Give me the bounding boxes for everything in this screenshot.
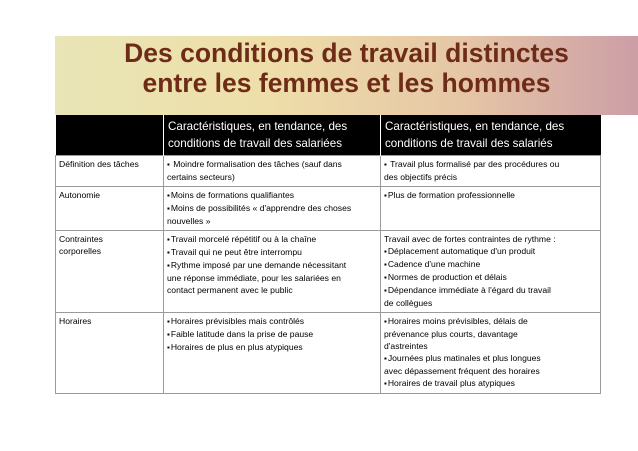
men-cell <box>381 313 601 394</box>
bullet-item: ▪ Horaires de travail plus atypiques <box>384 377 597 390</box>
bullet-item: ▪ Travail qui ne peut être interrompu <box>167 246 377 259</box>
comparison-table <box>55 115 601 394</box>
header-women-line-1: Caractéristiques, en tendance, des <box>168 120 348 133</box>
bullet-item: ▪ Travail plus formalisé par des procédures ou <box>384 158 597 171</box>
row-label: corporelles <box>59 246 102 256</box>
bullet-item: ▪ Déplacement automatique d'un produit <box>384 245 597 258</box>
bullet-item: ▪ Journées plus matinales et plus longues <box>384 352 597 365</box>
slide-title <box>55 38 638 98</box>
table-body <box>56 156 601 394</box>
men-cell <box>381 156 601 187</box>
text-line: prévenance plus courts, davantage <box>384 329 518 339</box>
text-line: nouvelles » <box>167 216 211 226</box>
bullet-item: ▪ Rythme imposé par une demande nécessitant <box>167 259 377 272</box>
bullet-item: ▪ Travail morcelé répétitif ou à la chaîne <box>167 233 377 246</box>
row-label-cell <box>56 187 164 231</box>
row-label: Définition des tâches <box>59 159 139 169</box>
text-line: une réponse immédiate, pour les salariées en <box>167 273 341 283</box>
header-men-line-1: Caractéristiques, en tendance, des <box>385 120 565 133</box>
bullet-item: ▪ Plus de formation professionnelle <box>384 189 597 202</box>
women-cell <box>164 187 381 231</box>
bullet-item: ▪ Moins de possibilités « d'apprendre des choses <box>167 202 377 215</box>
women-cell <box>164 313 381 394</box>
bullet-item: ▪ Horaires moins prévisibles, délais de <box>384 315 597 328</box>
women-cell <box>164 156 381 187</box>
text-line: Travail avec de fortes contraintes de rythme : <box>384 234 556 244</box>
text-line: de collègues <box>384 298 433 308</box>
bullet-item: ▪ Horaires de plus en plus atypiques <box>167 341 377 354</box>
text-line: des objectifs précis <box>384 172 458 182</box>
men-cell <box>381 231 601 313</box>
row-label: Autonomie <box>59 190 101 200</box>
bullet-item: ▪ Horaires prévisibles mais contrôlés <box>167 315 377 328</box>
header-empty-cell <box>56 115 164 156</box>
header-men <box>381 115 601 156</box>
slide-title-line-2: entre les femmes et les hommes <box>142 68 551 98</box>
text-line: contact permanent avec le public <box>167 285 293 295</box>
text-line: certains secteurs) <box>167 172 235 182</box>
row-label-cell <box>56 231 164 313</box>
table-row <box>56 313 601 394</box>
row-label-cell <box>56 156 164 187</box>
text-line: d'astreintes <box>384 341 428 351</box>
table-header-row <box>56 115 601 156</box>
men-cell <box>381 187 601 231</box>
slide-title-line-1: Des conditions de travail distinctes <box>124 38 569 68</box>
header-women-line-2: conditions de travail des salariées <box>168 137 343 150</box>
row-label-cell <box>56 313 164 394</box>
bullet-item: ▪ Faible latitude dans la prise de pause <box>167 328 377 341</box>
table-row <box>56 231 601 313</box>
table-row <box>56 187 601 231</box>
bullet-item: ▪ Normes de production et délais <box>384 271 597 284</box>
table-row <box>56 156 601 187</box>
bullet-item: ▪ Dépendance immédiate à l'égard du travail <box>384 284 597 297</box>
text-line: avec dépassement fréquent des horaires <box>384 366 540 376</box>
row-label: Contraintes <box>59 234 103 244</box>
bullet-item: ▪ Moindre formalisation des tâches (sauf dans <box>167 158 377 171</box>
women-cell <box>164 231 381 313</box>
row-label: Horaires <box>59 316 92 326</box>
header-men-line-2: conditions de travail des salariés <box>385 137 553 150</box>
bullet-item: ▪ Moins de formations qualifiantes <box>167 189 377 202</box>
header-women <box>164 115 381 156</box>
bullet-item: ▪ Cadence d'une machine <box>384 258 597 271</box>
